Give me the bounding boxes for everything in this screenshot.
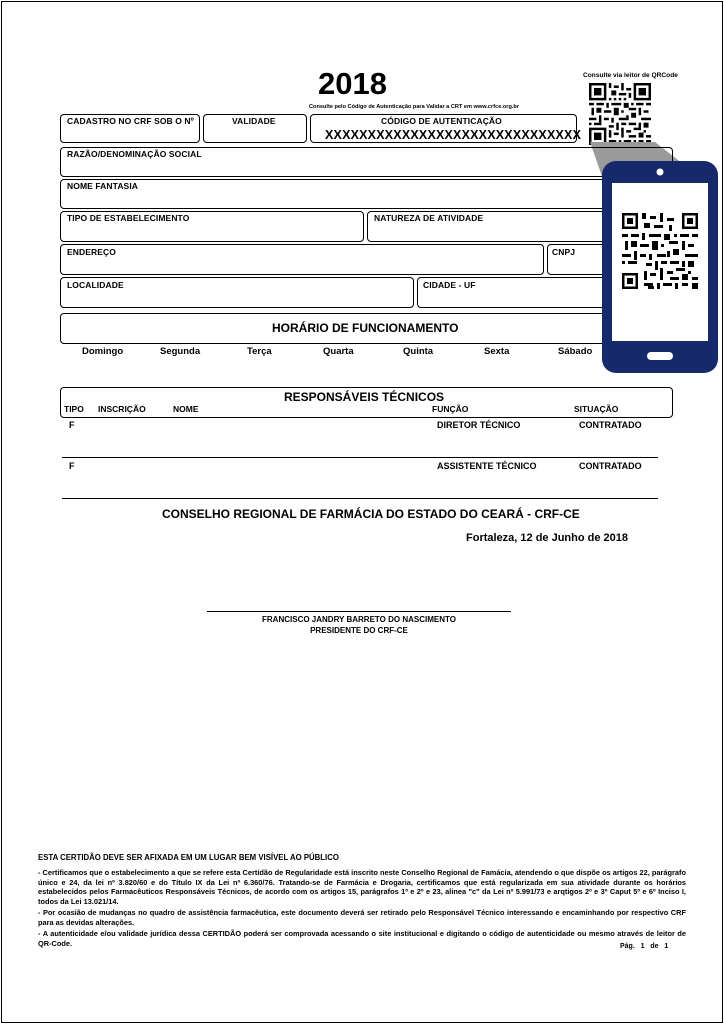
page-of: de: [650, 943, 659, 950]
row2-tipo: F: [69, 461, 75, 471]
cidade-label: CIDADE - UF: [423, 280, 476, 290]
razao-label: RAZÃO/DENOMINAÇÃO SOCIAL: [67, 149, 202, 159]
cadastro-label: CADASTRO NO CRF SOB O Nº: [67, 116, 194, 126]
row1-funcao: DIRETOR TÉCNICO: [437, 420, 521, 430]
council-name: CONSELHO REGIONAL DE FARMÁCIA DO ESTADO DO CEARÁ - CRF-CE: [162, 507, 580, 521]
validade-label: VALIDADE: [232, 116, 276, 126]
day-quarta: Quarta: [323, 346, 354, 357]
codigo-label: CÓDIGO DE AUTENTICAÇÃO: [381, 116, 502, 126]
localidade-label: LOCALIDADE: [67, 280, 124, 290]
signer-name: FRANCISCO JANDRY BARRETO DO NASCIMENTO: [262, 615, 456, 624]
notice-paragraph-2: - Por ocasião de mudanças no quadro de assistência farmacêutica, este documento deverá ser retirado pelo Responsável Técnico interessando e encaminhando por respectivo CRF para as devidas alterações.: [38, 908, 686, 927]
row1-situacao: CONTRATADO: [579, 420, 642, 430]
qr-code-icon[interactable]: [589, 83, 651, 145]
auth-code-value: XXXXXXXXXXXXXXXXXXXXXXXXXXXXXX: [325, 128, 582, 142]
horario-title: HORÁRIO DE FUNCIONAMENTO: [272, 321, 459, 335]
notice-paragraph-3: - A autenticidade e/ou validade jurídica dessa CERTIDÃO poderá ser comprovada acessando o site institucional e digitando o código de autenticidade ou mesmo através de leitor de QR-Code.: [38, 929, 686, 948]
row2-funcao: ASSISTENTE TÉCNICO: [437, 461, 537, 471]
day-sexta: Sexta: [484, 346, 510, 357]
responsaveis-title: RESPONSÁVEIS TÉCNICOS: [284, 390, 445, 404]
col-inscricao: INSCRIÇÃO: [98, 404, 146, 414]
pagination: [620, 943, 668, 950]
day-segunda: Segunda: [160, 346, 201, 357]
smartphone-qr-icon: [600, 159, 720, 375]
endereco-field: [60, 244, 544, 275]
place-date: Fortaleza, 12 de Junho de 2018: [466, 532, 629, 544]
certificate-year: 2018: [318, 66, 387, 101]
tipo-estab-label: TIPO DE ESTABELECIMENTO: [67, 213, 190, 223]
page-total: 1: [664, 943, 669, 950]
page-prefix: Pág.: [620, 943, 635, 950]
col-nome: NOME: [173, 404, 199, 414]
fantasia-label: NOME FANTASIA: [67, 181, 139, 191]
row2-situacao: CONTRATADO: [579, 461, 642, 471]
row-divider: [62, 457, 658, 458]
fantasia-field: [60, 179, 673, 209]
cnpj-label: CNPJ: [552, 247, 576, 257]
day-sabado: Sábado: [558, 346, 593, 357]
notice-title: ESTA CERTIDÃO DEVE SER AFIXADA EM UM LUGAR BEM VISÍVEL AO PÚBLICO: [38, 853, 339, 862]
section-divider: [62, 498, 658, 499]
day-domingo: Domingo: [82, 346, 124, 357]
col-situacao: SITUAÇÃO: [574, 404, 619, 414]
notice-paragraph-1: - Certificamos que o estabelecimento a que se refere esta Certidão de Regularidade está inscrito neste Conselho Regional de Famácia, atendendo o que dispõe os artigos 22, parágrafo único e 24, da lei nº 3.820/60 e do Título IX da Lei nº 6.360/76. Tratando-se de Farmácia e Drogaria, certificamos que está regularizada em sua atividade durante os horários estabelecidos pelos Farmacêuticos Responsáveis Técnicos, de acordo com os artigos 15, parágrafos 1º e 2º e 23, alinea "c" da Lei nº 5.991/73 e arqtigos 2º e 3º Caput 5º e 6º Inciso I, todos da Lei 13.021/14.: [38, 868, 686, 906]
row1-tipo: F: [69, 420, 75, 430]
day-terca: Terça: [247, 346, 272, 357]
col-tipo: TIPO: [64, 404, 84, 414]
page-number: 1: [640, 943, 645, 950]
natureza-label: NATUREZA DE ATIVIDADE: [374, 213, 484, 223]
qr-caption: Consulte via leitor de QRCode: [583, 72, 678, 79]
signature-line: [207, 611, 511, 612]
signer-role: PRESIDENTE DO CRF-CE: [310, 626, 408, 635]
day-quinta: Quinta: [403, 346, 434, 357]
endereco-label: ENDEREÇO: [67, 247, 116, 257]
col-funcao: FUNÇÃO: [432, 404, 469, 414]
consult-instruction: Consulte pelo Código de Autenticação para Validar a CRT em www.crfce.org.br: [309, 104, 520, 110]
